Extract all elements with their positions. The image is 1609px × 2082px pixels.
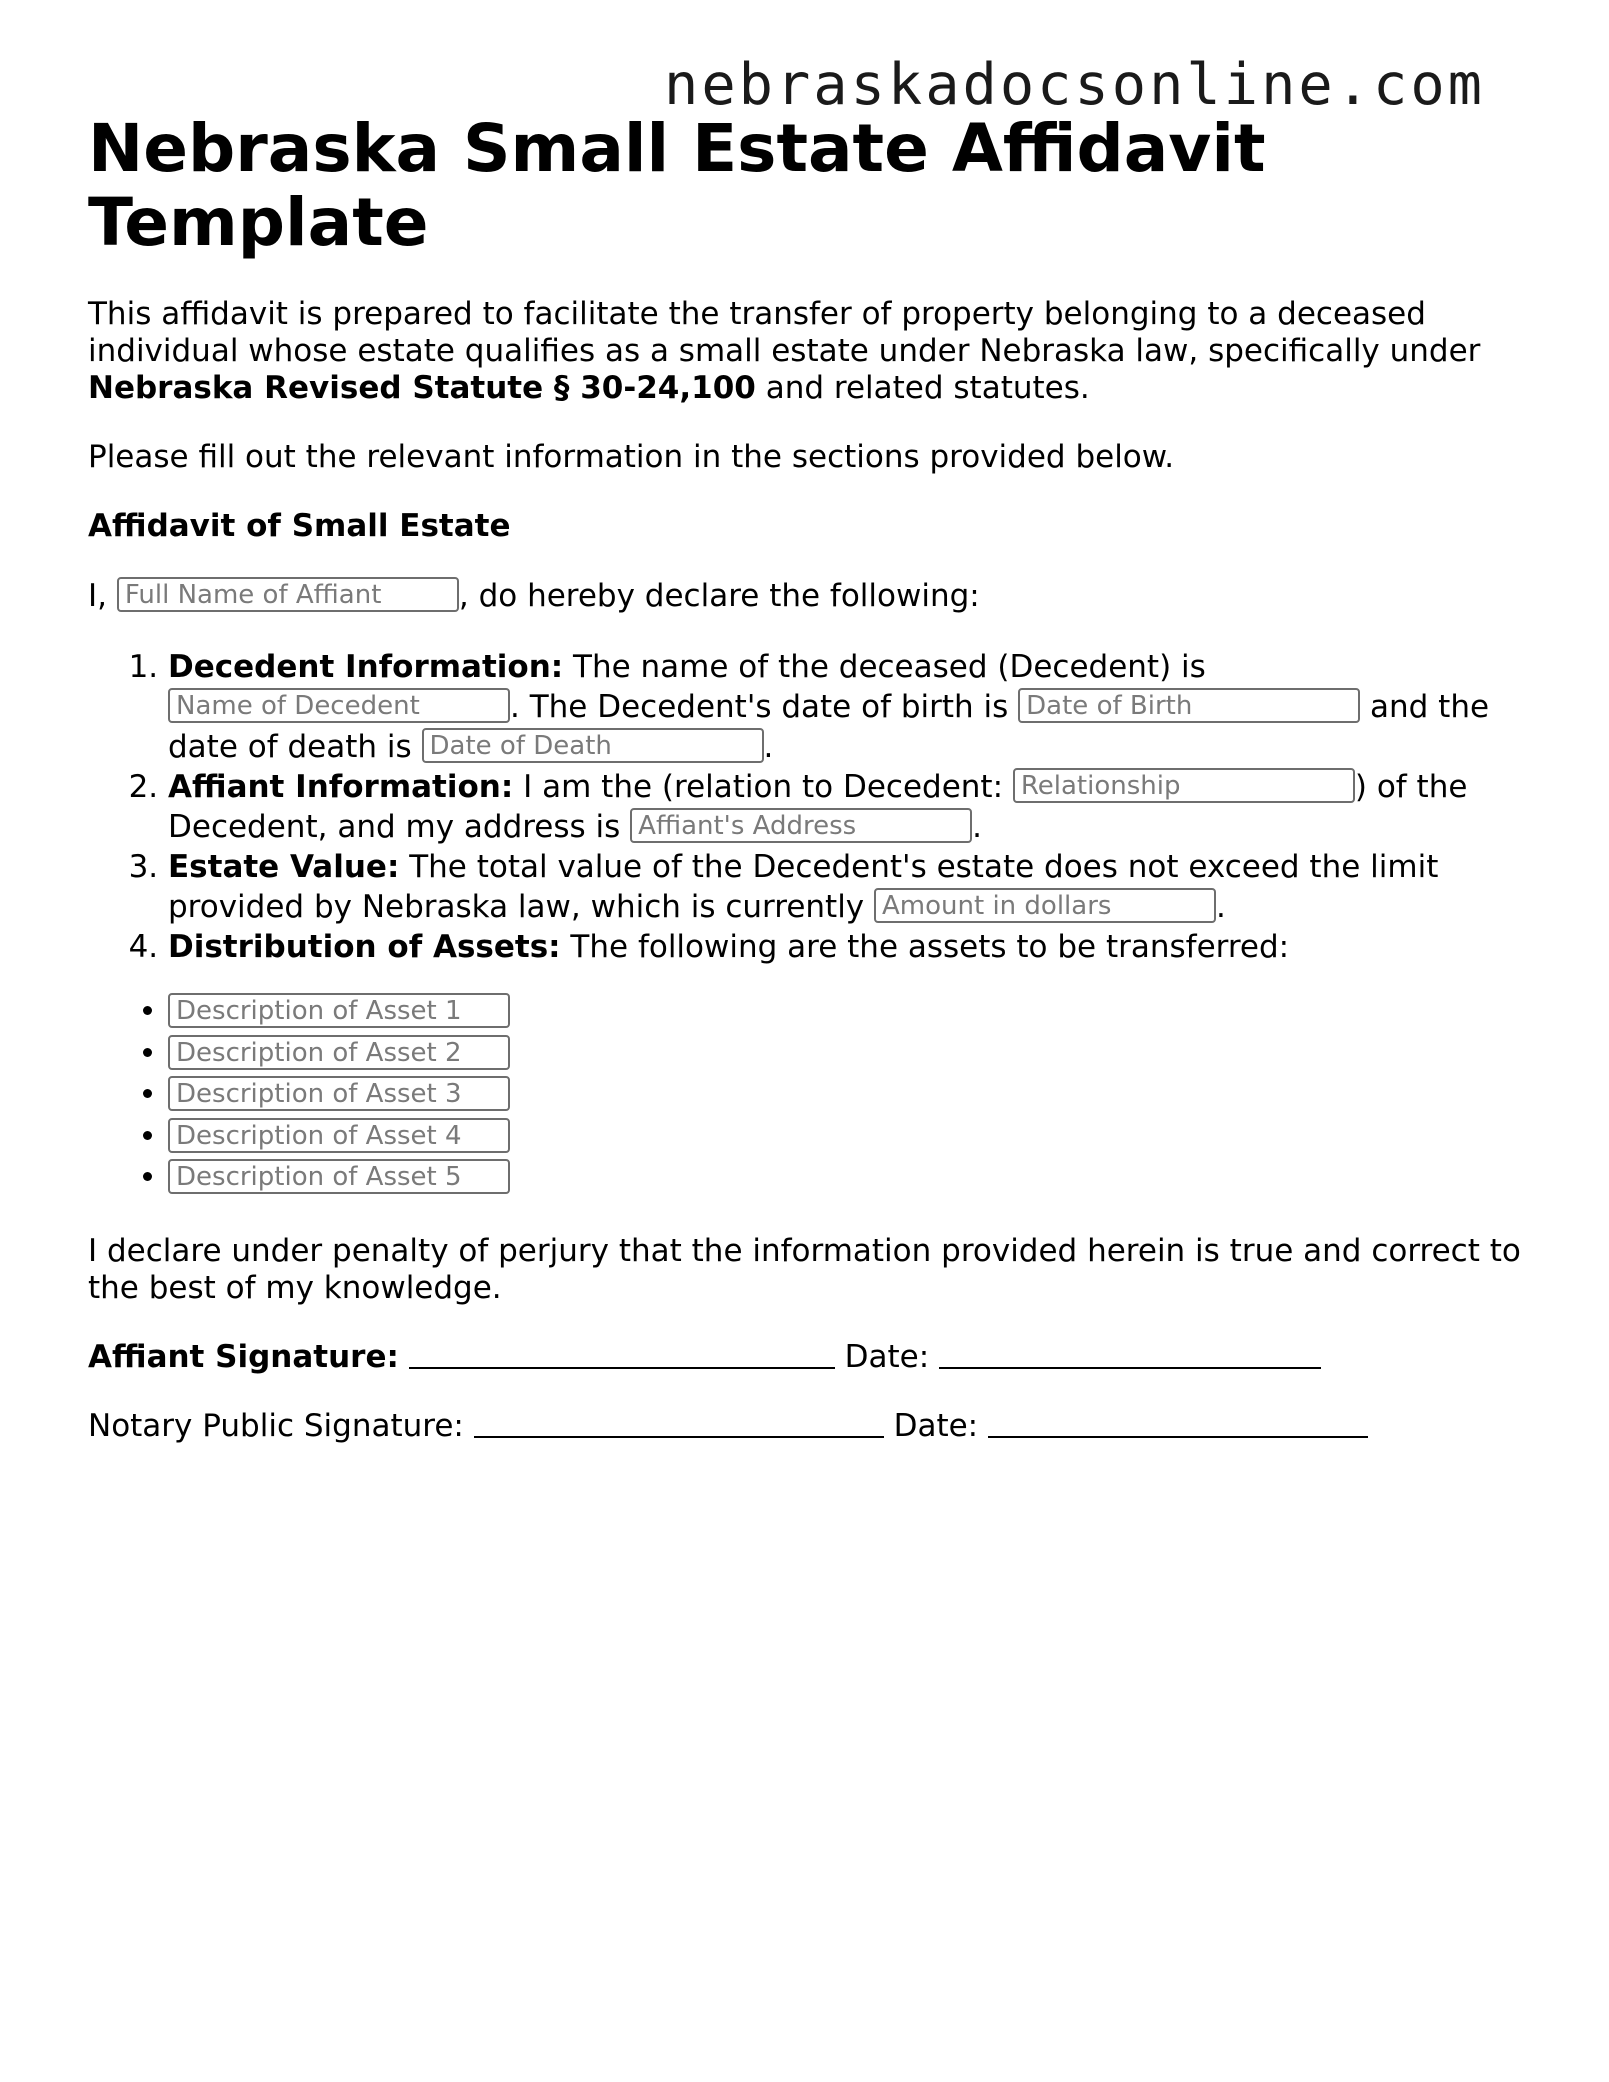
notary-date-label: Date: [893,1407,979,1444]
list-item [168,1116,1528,1158]
decedent-text-4: . [763,729,774,765]
list-item-estate-value [168,847,1528,927]
affiant-text-2: ) of the Decedent, and my address is [168,769,1468,845]
affiant-text-1: I am the (relation to Decedent: [513,769,1013,805]
section-heading: Affidavit of Small Estate [88,508,511,544]
declaration-suffix: , do hereby declare the following: [458,578,980,614]
declaration-line [88,577,1528,615]
intro-text-2: and related statutes. [755,370,1090,406]
decedent-name-input[interactable]: Name of Decedent [168,688,510,723]
list-item [168,1074,1528,1116]
affiant-text-3: . [972,809,983,845]
list-item-decedent [168,647,1528,767]
list-item [168,991,1528,1033]
list-item-affiant [168,767,1528,847]
decedent-text-3: and the date of death is [168,689,1490,765]
notary-signature-row [88,1408,1528,1445]
affiant-date-label: Date: [844,1338,930,1375]
estate-amount-input[interactable]: Amount in dollars [874,888,1216,923]
statute-reference: Nebraska Revised Statute § 30-24,100 [88,370,756,406]
affiant-signature-row [88,1339,1528,1376]
asset-4-input[interactable]: Description of Asset 4 [168,1118,510,1153]
intro-paragraph [88,296,1528,407]
declaration-prefix: I, [88,578,117,614]
distribution-text: The following are the assets to be transferred: [560,929,1290,965]
decedent-text-2: . The Decedent's date of birth is [510,689,1019,725]
affiant-address-input[interactable]: Affiant's Address [630,808,972,843]
list-item [168,1157,1528,1199]
estate-text-1: The total value of the Decedent's estate does not exceed the limit provided by Nebraska law, which is currently [168,849,1439,925]
intro-text-1: This affidavit is prepared to facilitate the transfer of property belonging to a deceased individual whose estate qualifies as a small estate under Nebraska law, specifically under [88,296,1481,369]
asset-5-input[interactable]: Description of Asset 5 [168,1159,510,1194]
list-item-distribution [168,927,1528,967]
affiant-signature-label: Affiant Signature: [88,1338,399,1375]
asset-2-input[interactable]: Description of Asset 2 [168,1035,510,1070]
perjury-statement: I declare under penalty of perjury that the information provided herein is true and correct to the best of my knowledge. [88,1232,1521,1306]
date-of-death-input[interactable]: Date of Death [422,728,764,763]
date-of-birth-input[interactable]: Date of Birth [1018,688,1360,723]
asset-list [88,991,1528,1199]
instructions: Please fill out the relevant information in the sections provided below. [88,439,1175,475]
estate-text-2: . [1216,889,1226,925]
affiant-date-line[interactable] [939,1341,1321,1369]
list-item [168,1033,1528,1075]
affiant-name-input[interactable]: Full Name of Affiant [117,577,459,612]
declaration-items [88,647,1528,967]
asset-3-input[interactable]: Description of Asset 3 [168,1076,510,1111]
asset-1-input[interactable]: Description of Asset 1 [168,993,510,1028]
relationship-input[interactable]: Relationship [1013,768,1355,803]
affiant-signature-line[interactable] [409,1341,835,1369]
notary-signature-line[interactable] [474,1410,884,1438]
affiant-label: Affiant Information: [168,769,514,805]
page-title: Nebraska Small Estate Affidavit Template [88,110,1266,261]
notary-date-line[interactable] [988,1410,1368,1438]
decedent-label: Decedent Information: [168,649,564,685]
distribution-label: Distribution of Assets: [168,929,561,965]
decedent-text-1: The name of the deceased (Decedent) is [563,649,1206,685]
site-watermark: nebraskadocsonline.com [664,52,1485,118]
estate-value-label: Estate Value: [168,849,400,885]
document-body [88,112,1528,1445]
notary-signature-label: Notary Public Signature: [88,1407,464,1444]
